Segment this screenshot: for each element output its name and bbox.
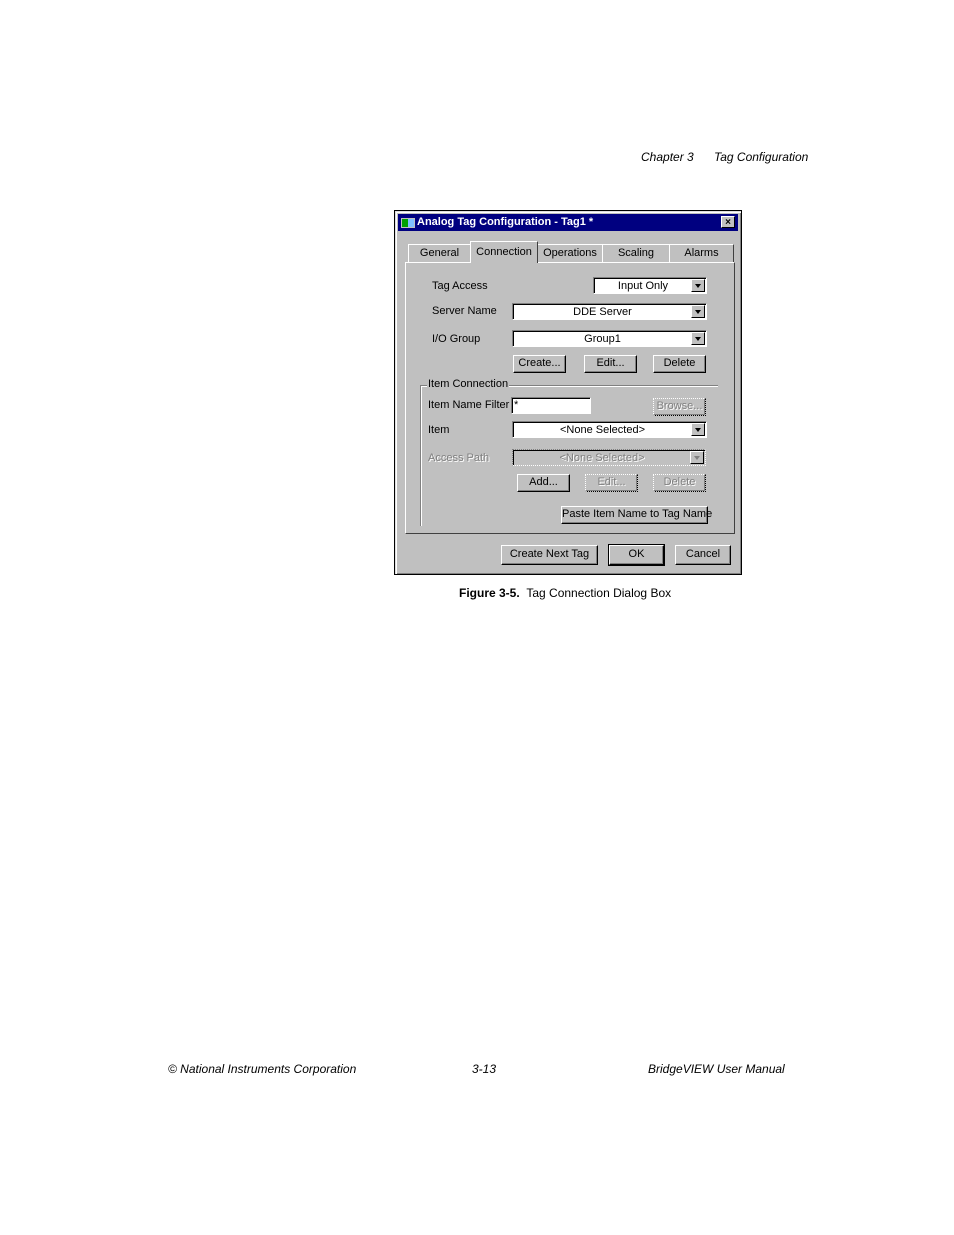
chevron-down-icon[interactable] (691, 423, 705, 436)
tab-alarms[interactable]: Alarms (669, 244, 734, 262)
create-next-tag-button[interactable]: Create Next Tag (501, 545, 598, 565)
cancel-button[interactable]: Cancel (675, 545, 731, 565)
dialog-title: Analog Tag Configuration - Tag1 * (417, 216, 594, 228)
item-select[interactable] (512, 421, 707, 438)
add-item-button[interactable]: Add... (517, 474, 570, 492)
access-path-select[interactable] (512, 449, 706, 466)
tag-access-select[interactable] (593, 277, 707, 294)
item-value: <None Selected> (559, 424, 645, 436)
tab-scaling[interactable]: Scaling (602, 244, 670, 262)
footer-copyright: © National Instruments Corporation (168, 1062, 357, 1076)
close-icon[interactable]: × (721, 216, 735, 228)
item-label: Item (428, 424, 450, 436)
figure-caption-text: Tag Connection Dialog Box (526, 586, 672, 600)
chevron-down-icon[interactable] (690, 451, 704, 464)
edit-item-button[interactable]: Edit... (585, 474, 638, 492)
chevron-down-icon[interactable] (691, 332, 705, 345)
tab-operations[interactable]: Operations (537, 244, 603, 262)
io-group-select[interactable] (512, 330, 707, 347)
delete-item-button[interactable]: Delete (653, 474, 706, 492)
browse-button[interactable]: Browse... (653, 398, 706, 416)
access-path-label: Access Path (428, 452, 490, 464)
figure-caption (459, 586, 671, 600)
io-group-value: Group1 (584, 333, 621, 345)
dialog-titlebar[interactable] (398, 214, 738, 231)
chevron-down-icon[interactable] (691, 279, 705, 292)
access-path-value: <None Selected> (559, 452, 645, 464)
ok-button[interactable]: OK (609, 545, 664, 565)
footer-manual-title: BridgeVIEW User Manual (648, 1062, 785, 1076)
header-section: Tag Configuration (714, 150, 809, 164)
item-name-filter-input[interactable]: * (511, 397, 591, 414)
app-icon (401, 218, 415, 228)
delete-group-button[interactable]: Delete (653, 355, 706, 373)
server-name-value: DDE Server (573, 306, 632, 318)
server-name-select[interactable] (512, 303, 707, 320)
io-group-label: I/O Group (432, 333, 481, 345)
tab-connection[interactable]: Connection (470, 241, 538, 263)
edit-group-button[interactable]: Edit... (584, 355, 637, 373)
paste-item-name-button[interactable]: Paste Item Name to Tag Name (561, 506, 708, 524)
tab-general[interactable]: General (408, 244, 471, 262)
tag-access-value: Input Only (617, 280, 669, 292)
item-connection-title: Item Connection (428, 378, 509, 390)
server-name-label: Server Name (432, 305, 497, 317)
footer-page-number: 3-13 (472, 1062, 497, 1076)
create-group-button[interactable]: Create... (513, 355, 566, 373)
figure-number: Figure 3-5. (459, 586, 520, 600)
item-name-filter-label: Item Name Filter (428, 399, 510, 411)
header-chapter: Chapter 3 (641, 150, 694, 164)
tag-access-label: Tag Access (432, 280, 488, 292)
chevron-down-icon[interactable] (691, 305, 705, 318)
